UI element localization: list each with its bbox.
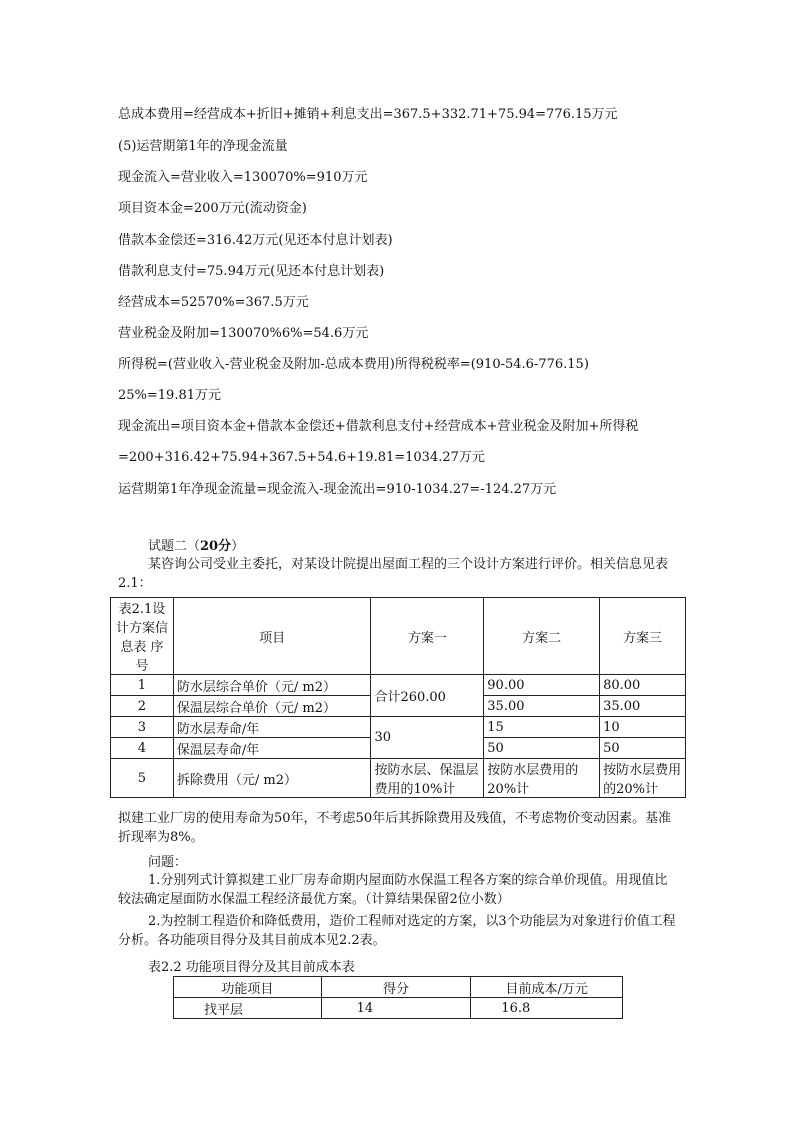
question-2: 2.为控制工程造价和降低费用，造价工程师对选定的方案，以3个功能层为对象进行价值工程分析。各功能项目得分及其目前成本见2.2表。: [118, 914, 676, 948]
text-line: 运营期第1年净现金流量=现金流入-现金流出=910-1034.27=-124.27万元: [118, 482, 557, 497]
table-row: 找平层 14 16.8: [174, 998, 623, 1019]
text-line: 所得税=(营业收入-营业税金及附加-总成本费用)所得税税率=(910-54.6-776.15): [118, 357, 589, 372]
header-cell: 方案二: [484, 598, 600, 675]
header-cell: 项目: [173, 598, 371, 675]
text-line: 总成本费用=经营成本+折旧+摊销+利息支出=367.5+332.71+75.94=776.15万元: [118, 107, 618, 122]
table-row: 2 保温层综合单价（元/ m2） 35.00 35.00: [111, 696, 686, 717]
text-line: 现金流入=营业收入=130070%=910万元: [118, 170, 368, 185]
intro-paragraph: 某咨询公司受业主委托，对某设计院提出屋面工程的三个设计方案进行评价。相关信息见表2.1：: [118, 557, 669, 591]
merged-life-cell: 30: [371, 717, 484, 759]
text-line: 现金流出=项目资本金+借款本金偿还+借款利息支付+经营成本+营业税金及附加+所得税: [118, 419, 639, 434]
table-corner-cell: 表2.1设计方案信息表 序号: [111, 598, 174, 675]
text-line: 营业税金及附加=130070%6%=54.6万元: [118, 326, 369, 341]
function-cost-table: [173, 976, 623, 1019]
text-line: 借款本金偿还=316.42万元(见还本付息计划表): [118, 233, 393, 248]
text-line: (5)运营期第1年的净现金流量: [118, 139, 288, 154]
header-cell: 目前成本/万元: [471, 977, 623, 998]
header-cell: 方案一: [371, 598, 484, 675]
table-row: 1 防水层综合单价（元/ m2） 合计260.00 90.00 80.00: [111, 675, 686, 696]
table-row: 3 防水层寿命/年 30 15 10: [111, 717, 686, 738]
table-header-row: [111, 598, 686, 675]
section-title: 试题二（20分）: [148, 539, 245, 554]
question-label: 问题：: [148, 855, 188, 870]
text-line: 借款利息支付=75.94万元(见还本付息计划表): [118, 264, 385, 279]
merged-price-cell: 合计260.00: [371, 675, 484, 717]
table-row: 5 拆除费用（元/ m2） 按防水层、保温层费用的10%计 按防水层费用的20%计 按防水层费用的20%计: [111, 759, 686, 798]
table-row: 4 保温层寿命/年 50 50: [111, 738, 686, 759]
table-caption: 表2.2 功能项目得分及其目前成本表: [148, 960, 355, 975]
design-plan-table: [110, 597, 686, 798]
paragraph: 拟建工业厂房的使用寿命为50年，不考虑50年后其拆除费用及残值，不考虑物价变动因素。基准折现率为8%。: [118, 811, 672, 845]
header-cell: 功能项目: [174, 977, 322, 998]
text-line: =200+316.42+75.94+367.5+54.6+19.81=1034.27万元: [118, 450, 485, 465]
text-line: 25%=19.81万元: [118, 388, 222, 403]
table-header-row: [174, 977, 623, 998]
header-cell: 方案三: [600, 598, 686, 675]
text-line: 经营成本=52570%=367.5万元: [118, 295, 309, 310]
text-line: 项目资本金=200万元(流动资金): [118, 201, 307, 216]
question-1: 1.分别列式计算拟建工业厂房寿命期内屋面防水保温工程各方案的综合单价现值。用现值比较法确定屋面防水保温工程经济最优方案。（计算结果保留2位小数）: [118, 873, 668, 907]
header-cell: 得分: [321, 977, 471, 998]
